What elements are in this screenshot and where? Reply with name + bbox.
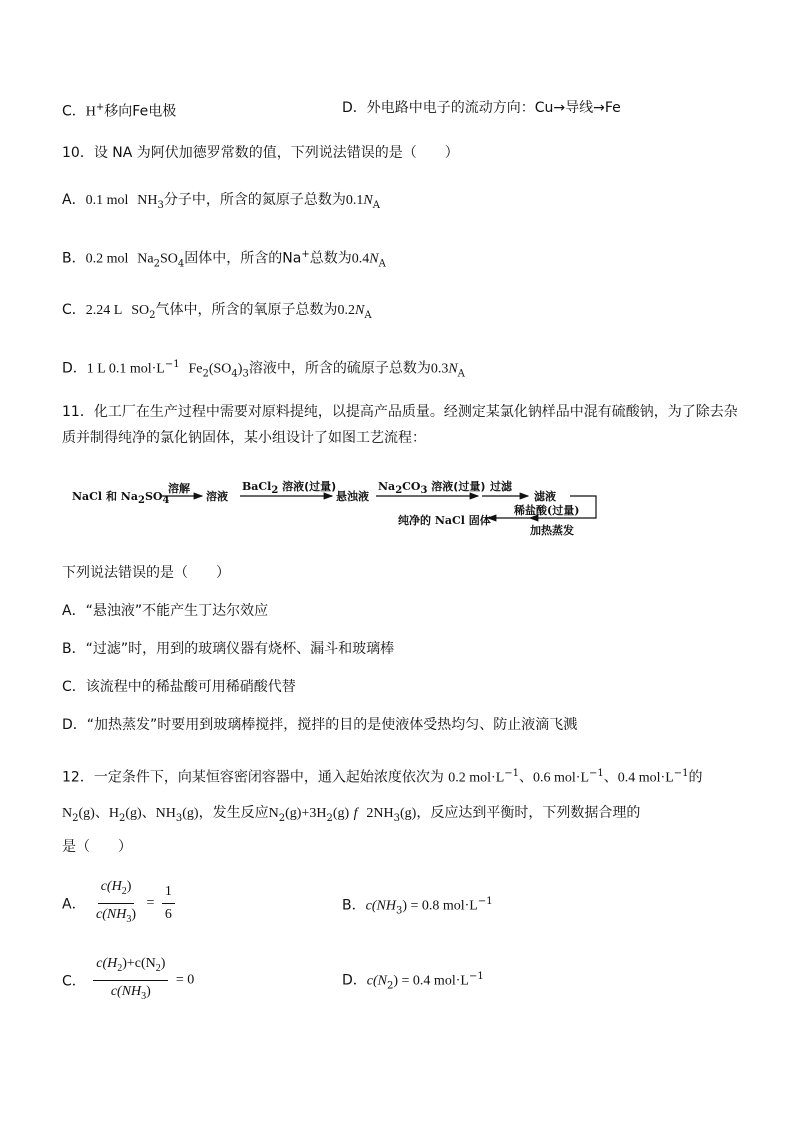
q11-option-b: B．“过滤”时，用到的玻璃仪器有烧杯、漏斗和玻璃棒 [62, 641, 395, 657]
flow-step-na2co3: $Na_2CO_3$ 溶液(过量) [378, 480, 486, 497]
q10-option-a: A．0.1 mol $NH_3$分子中，所含的氮原子总数为$0.1N_A$ [62, 192, 380, 211]
q9-option-c: C．H+移向Fe电极 [62, 102, 177, 120]
q12-option-a: A． $\frac{c(H_2)}{c(NH_3)}$ = $\frac{1}{6}$ [62, 878, 178, 929]
flow-step-evaporate: 加热蒸发 [530, 524, 574, 537]
flow-start: NaCl 和 $Na_2SO_4$ [72, 490, 170, 507]
q10-option-d: D．1 L 0.1 $mol\cdot L^{-1}$ $Fe_2(SO_4)_3$溶液中，所含的硫原子总数为$0.3N_A$ [62, 359, 465, 380]
q11-stem-line2: 质并制得纯净的氯化钠固体，某小组设计了如图工艺流程： [62, 430, 426, 446]
q11-option-c: C．该流程中的稀盐酸可用稀硝酸代替 [62, 679, 296, 695]
q12-stem-line1: 12．一定条件下，向某恒容密闭容器中，通入起始浓度依次为 0.2 $mol\cdot L^{-1}$、0.6 $mol\cdot L^{-1}$、0.4 $mol\cdot L^{-1}$的 [62, 768, 703, 786]
flow-node-filtrate: 滤液 [534, 490, 556, 503]
q12-a-fraction-right: $\frac{1}{6}$ [162, 883, 175, 924]
q12-option-b: B．$c(NH_3) = 0.8$ $mol\cdot L^{-1}$ [342, 896, 493, 917]
flow-node-solution: 溶液 [206, 490, 228, 503]
q12-a-fraction-left: $\frac{c(H_2)}{c(NH_3)}$ [96, 879, 137, 925]
q10-option-c: C．2.24 L $SO_2$气体中，所含的氧原子总数为$0.2N_A$ [62, 302, 372, 321]
q12-option-d: D．$c(N_2) = 0.4$ $mol\cdot L^{-1}$ [342, 971, 484, 992]
q10-option-b: B．0.2 mol $Na_2SO_4$固体中，所含的Na+总数为$0.4N_A$ [62, 249, 386, 270]
q11-option-d: D．“加热蒸发”时要用到玻璃棒搅拌，搅拌的目的是使液体受热均匀、防止液滴飞溅 [62, 717, 578, 733]
q12-c-fraction: $\frac{c(H_2)+c(N_2)}{c(NH_3)}$ [93, 955, 168, 1006]
flow-step-hcl: 稀盐酸(过量) [514, 504, 580, 517]
q11-option-a: A．“悬浊液”不能产生丁达尔效应 [62, 603, 269, 619]
q11-question: 下列说法错误的是（ ） [62, 565, 230, 581]
flow-end-product: 纯净的 NaCl 固体 [398, 514, 491, 527]
flow-step-dissolve: 溶解 [168, 482, 190, 495]
flow-node-suspension: 悬浊液 [336, 490, 369, 503]
q10-stem: 10．设 NA 为阿伏加德罗常数的值，下列说法错误的是（ ） [62, 145, 459, 161]
q11-stem-line1: 11．化工厂在生产过程中需要对原料提纯，以提高产品质量。经测定某氯化钠样品中混有硫酸钠，为了除去杂 [62, 404, 738, 420]
q12-option-c: C． $\frac{c(H_2)+c(N_2)}{c(NH_3)}$ = 0 [62, 955, 194, 1006]
flow-step-filter: 过滤 [490, 480, 512, 493]
q12-stem-line2: $N_2(g)$、$H_2(g)$、$NH_3(g)$，发生反应$N_2(g)+3H_2(g)$ f $2NH_3(g)$，反应达到平衡时，下列数据合理的 [62, 805, 641, 824]
q12-stem-line3: 是（ ） [62, 839, 132, 855]
flow-step-bacl2: BaCl$_2$ 溶液(过量) [242, 480, 337, 497]
q9-option-d: D．外电路中电子的流动方向：Cu→导线→Fe [342, 100, 621, 116]
process-flow-diagram [70, 474, 610, 544]
